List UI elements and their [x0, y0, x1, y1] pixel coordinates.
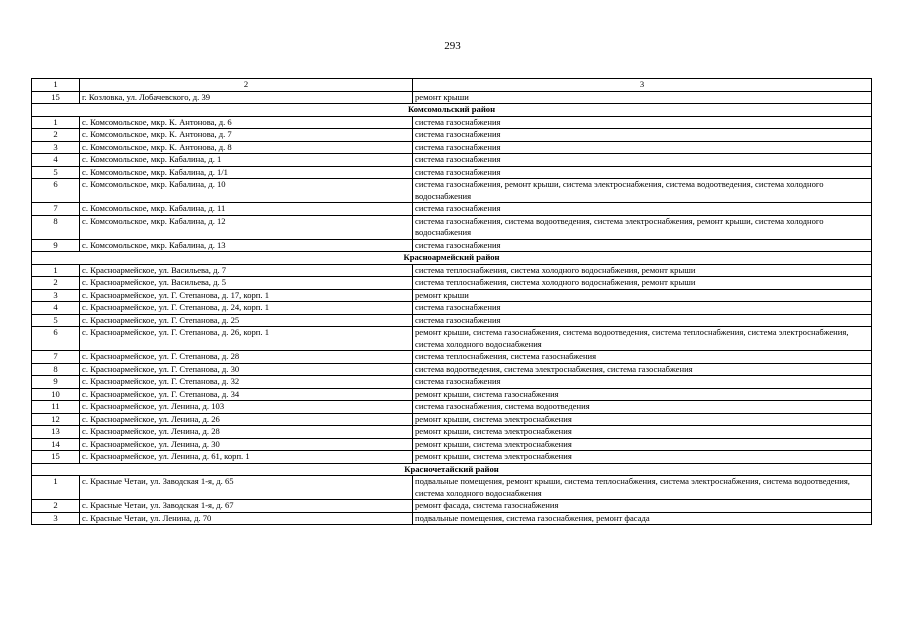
table-row	[32, 476, 872, 500]
district-title: Красноармейский район	[32, 252, 872, 265]
row-number: 1	[32, 476, 80, 500]
table-row	[32, 239, 872, 252]
work-cell: подвальные помещения, ремонт крыши, система теплоснабжения, система электроснабжения, система водоотведения, система холодного водоснабжения	[413, 476, 872, 500]
table-row	[32, 413, 872, 426]
address-cell: с. Красноармейское, ул. Г. Степанова, д. 28	[80, 351, 413, 364]
address-cell: с. Красноармейское, ул. Ленина, д. 61, корп. 1	[80, 451, 413, 464]
row-number: 3	[32, 141, 80, 154]
table-row	[32, 91, 872, 104]
work-cell: система газоснабжения	[413, 129, 872, 142]
work-cell: система газоснабжения	[413, 154, 872, 167]
table-row	[32, 314, 872, 327]
address-cell: с. Красноармейское, ул. Васильева, д. 7	[80, 264, 413, 277]
table-row	[32, 363, 872, 376]
row-number: 1	[32, 264, 80, 277]
table-row	[32, 388, 872, 401]
address-cell: с. Комсомольское, мкр. Кабалина, д. 10	[80, 179, 413, 203]
table-row	[32, 289, 872, 302]
work-cell: система газоснабжения	[413, 116, 872, 129]
table-row	[32, 277, 872, 290]
row-number: 9	[32, 239, 80, 252]
table-row	[32, 302, 872, 315]
address-cell: с. Красноармейское, ул. Г. Степанова, д. 24, корп. 1	[80, 302, 413, 315]
table-row	[32, 351, 872, 364]
table-row	[32, 426, 872, 439]
address-cell: с. Красноармейское, ул. Г. Степанова, д. 30	[80, 363, 413, 376]
table-row	[32, 500, 872, 513]
address-cell: с. Красноармейское, ул. Г. Степанова, д. 25	[80, 314, 413, 327]
row-number: 4	[32, 154, 80, 167]
table-body	[32, 79, 872, 525]
address-cell: с. Комсомольское, мкр. К. Антонова, д. 6	[80, 116, 413, 129]
row-number: 7	[32, 203, 80, 216]
work-cell: ремонт крыши, система газоснабжения, система водоотведения, система теплоснабжения, система электроснабжения, система холодного водоснабжения	[413, 327, 872, 351]
row-number: 11	[32, 401, 80, 414]
table-row	[32, 179, 872, 203]
table-row	[32, 116, 872, 129]
row-number: 14	[32, 438, 80, 451]
table-row	[32, 401, 872, 414]
district-section-row	[32, 252, 872, 265]
address-cell: с. Комсомольское, мкр. Кабалина, д. 1	[80, 154, 413, 167]
address-cell: с. Красные Четаи, ул. Заводская 1-я, д. 67	[80, 500, 413, 513]
column-address-header: 2	[80, 79, 413, 92]
table-row	[32, 376, 872, 389]
column-work-header: 3	[413, 79, 872, 92]
address-cell: с. Комсомольское, мкр. К. Антонова, д. 7	[80, 129, 413, 142]
column-number-header: 1	[32, 79, 80, 92]
row-number: 6	[32, 327, 80, 351]
row-number: 13	[32, 426, 80, 439]
table-row	[32, 203, 872, 216]
district-title: Красночетайский район	[32, 463, 872, 476]
row-number: 1	[32, 116, 80, 129]
row-number: 7	[32, 351, 80, 364]
work-cell: ремонт крыши	[413, 289, 872, 302]
row-number: 10	[32, 388, 80, 401]
header-row	[32, 79, 872, 92]
table-row	[32, 154, 872, 167]
repair-table	[31, 78, 872, 525]
table-row	[32, 438, 872, 451]
address-cell: с. Красноармейское, ул. Васильева, д. 5	[80, 277, 413, 290]
page-number: 293	[444, 40, 461, 52]
table-row	[32, 141, 872, 154]
work-cell: ремонт крыши, система газоснабжения	[413, 388, 872, 401]
row-number: 15	[32, 451, 80, 464]
row-number: 6	[32, 179, 80, 203]
work-cell: система газоснабжения	[413, 203, 872, 216]
district-title: Комсомольский район	[32, 104, 872, 117]
address-cell: с. Красноармейское, ул. Г. Степанова, д. 26, корп. 1	[80, 327, 413, 351]
work-cell: система газоснабжения	[413, 141, 872, 154]
work-cell: система газоснабжения	[413, 376, 872, 389]
work-cell: ремонт фасада, система газоснабжения	[413, 500, 872, 513]
row-number: 3	[32, 512, 80, 525]
address-cell: с. Красноармейское, ул. Ленина, д. 26	[80, 413, 413, 426]
work-cell: система теплоснабжения, система холодного водоснабжения, ремонт крыши	[413, 264, 872, 277]
address-cell: с. Комсомольское, мкр. Кабалина, д. 1/1	[80, 166, 413, 179]
address-cell: с. Красноармейское, ул. Ленина, д. 28	[80, 426, 413, 439]
work-cell: система теплоснабжения, система холодного водоснабжения, ремонт крыши	[413, 277, 872, 290]
row-number: 8	[32, 215, 80, 239]
work-cell: ремонт крыши	[413, 91, 872, 104]
table-row	[32, 215, 872, 239]
table-row	[32, 129, 872, 142]
work-cell: система водоотведения, система электроснабжения, система газоснабжения	[413, 363, 872, 376]
row-number: 8	[32, 363, 80, 376]
district-section-row	[32, 463, 872, 476]
work-cell: ремонт крыши, система электроснабжения	[413, 426, 872, 439]
work-cell: ремонт крыши, система электроснабжения	[413, 413, 872, 426]
row-number: 15	[32, 91, 80, 104]
work-cell: система газоснабжения	[413, 239, 872, 252]
row-number: 3	[32, 289, 80, 302]
work-cell: система газоснабжения	[413, 166, 872, 179]
row-number: 2	[32, 500, 80, 513]
table-row	[32, 166, 872, 179]
row-number: 4	[32, 302, 80, 315]
table-row	[32, 264, 872, 277]
work-cell: система газоснабжения, система водоотведения	[413, 401, 872, 414]
address-cell: с. Красноармейское, ул. Г. Степанова, д. 17, корп. 1	[80, 289, 413, 302]
work-cell: система теплоснабжения, система газоснабжения	[413, 351, 872, 364]
address-cell: с. Красноармейское, ул. Ленина, д. 30	[80, 438, 413, 451]
row-number: 12	[32, 413, 80, 426]
address-cell: с. Комсомольское, мкр. Кабалина, д. 11	[80, 203, 413, 216]
row-number: 2	[32, 129, 80, 142]
work-cell: система газоснабжения	[413, 314, 872, 327]
work-cell: система газоснабжения	[413, 302, 872, 315]
row-number: 2	[32, 277, 80, 290]
work-cell: подвальные помещения, система газоснабжения, ремонт фасада	[413, 512, 872, 525]
address-cell: с. Комсомольское, мкр. Кабалина, д. 12	[80, 215, 413, 239]
table-row	[32, 512, 872, 525]
row-number: 9	[32, 376, 80, 389]
work-cell: система газоснабжения, ремонт крыши, система электроснабжения, система водоотведения, система холодного водоснабжения	[413, 179, 872, 203]
row-number: 5	[32, 314, 80, 327]
address-cell: г. Козловка, ул. Лобачевского, д. 39	[80, 91, 413, 104]
work-cell: система газоснабжения, система водоотведения, система электроснабжения, ремонт крыши, система холодного водоснабжения	[413, 215, 872, 239]
work-cell: ремонт крыши, система электроснабжения	[413, 438, 872, 451]
address-cell: с. Комсомольское, мкр. К. Антонова, д. 8	[80, 141, 413, 154]
address-cell: с. Красноармейское, ул. Г. Степанова, д. 32	[80, 376, 413, 389]
address-cell: с. Красноармейское, ул. Г. Степанова, д. 34	[80, 388, 413, 401]
work-cell: ремонт крыши, система электроснабжения	[413, 451, 872, 464]
table-row	[32, 327, 872, 351]
district-section-row	[32, 104, 872, 117]
address-cell: с. Красные Четаи, ул. Ленина, д. 70	[80, 512, 413, 525]
address-cell: с. Красные Четаи, ул. Заводская 1-я, д. 65	[80, 476, 413, 500]
row-number: 5	[32, 166, 80, 179]
address-cell: с. Комсомольское, мкр. Кабалина, д. 13	[80, 239, 413, 252]
address-cell: с. Красноармейское, ул. Ленина, д. 103	[80, 401, 413, 414]
table-row	[32, 451, 872, 464]
